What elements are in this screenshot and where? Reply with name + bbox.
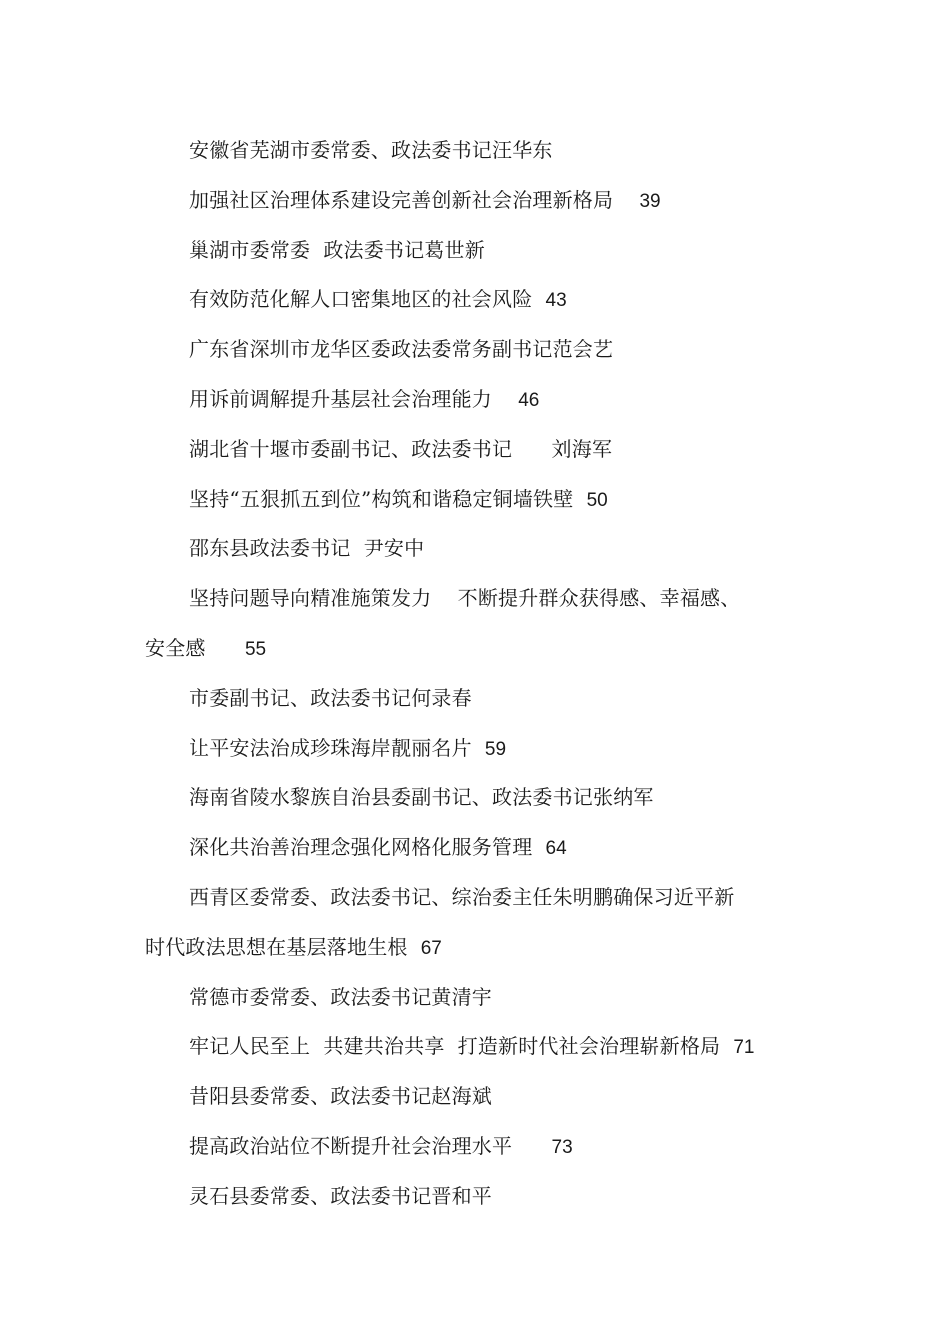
toc-line-text: 湖北省十堰市委副书记、政法委书记 刘海军 (189, 436, 613, 461)
toc-page-number: 67 (420, 937, 442, 959)
toc-line-text: 有效防范化解人口密集地区的社会风险 (189, 287, 546, 312)
toc-line (145, 724, 815, 774)
toc-line (145, 524, 815, 574)
toc-line-text: 坚持问题导向精准施策发力 不断提升群众获得感、幸福感、 (189, 586, 741, 611)
toc-line (145, 375, 815, 425)
toc-line (145, 823, 815, 873)
toc-line (145, 325, 815, 375)
toc-line (145, 773, 815, 823)
toc-line (145, 873, 815, 923)
toc-page-number: 55 (244, 638, 267, 660)
toc-line-text: 提高政治站位不断提升社会治理水平 (189, 1133, 552, 1158)
toc-line (145, 1122, 815, 1172)
toc-page-number: 71 (733, 1037, 755, 1059)
toc-line (145, 1172, 815, 1222)
toc-page-number: 59 (484, 738, 507, 760)
toc-line-text: 海南省陵水黎族自治县委副书记、政法委书记张纳军 (189, 785, 654, 810)
toc-line (145, 425, 815, 475)
toc-line (145, 126, 815, 176)
toc-line-text: 邵东县政法委书记 尹安中 (189, 536, 425, 561)
table-of-contents (145, 126, 815, 1222)
toc-line-text: 西青区委常委、政法委书记、综治委主任朱明鹏确保习近平新 (189, 884, 735, 909)
toc-line (145, 475, 815, 525)
toc-line-text: 让平安法治成珍珠海岸靓丽名片 (189, 735, 485, 760)
toc-line-text: 坚持“五狠抓五到位”构筑和谐稳定铜墙铁壁 (189, 486, 587, 511)
toc-line-continuation (145, 624, 815, 674)
toc-line (145, 1022, 815, 1072)
toc-line-text: 市委副书记、政法委书记何录春 (189, 685, 472, 710)
toc-page-number: 46 (518, 389, 540, 411)
toc-line (145, 226, 815, 276)
toc-line-continuation (145, 923, 815, 973)
toc-page-number: 64 (545, 838, 567, 860)
toc-line (145, 973, 815, 1023)
toc-line-text: 安全感 (145, 635, 245, 660)
toc-line-text: 灵石县委常委、政法委书记晋和平 (189, 1183, 492, 1208)
toc-line-text: 加强社区治理体系建设完善创新社会治理新格局 (189, 187, 640, 212)
toc-line (145, 275, 815, 325)
toc-line-text: 巢湖市委常委 政法委书记葛世新 (189, 237, 485, 262)
toc-line (145, 574, 815, 624)
toc-line (145, 674, 815, 724)
toc-line (145, 176, 815, 226)
toc-line-text: 时代政法思想在基层落地生根 (145, 934, 421, 959)
toc-line-text: 广东省深圳市龙华区委政法委常务副书记范会艺 (189, 337, 614, 362)
toc-page-number: 73 (551, 1136, 573, 1158)
toc-page-number: 39 (639, 190, 661, 212)
toc-line-text: 牢记人民至上 共建共治共享 打造新时代社会治理崭新格局 (189, 1034, 734, 1059)
toc-line-text: 昔阳县委常委、政法委书记赵海斌 (189, 1084, 492, 1109)
toc-line-text: 用诉前调解提升基层社会治理能力 (189, 386, 519, 411)
toc-page-number: 50 (586, 489, 608, 511)
toc-line-text: 深化共治善治理念强化网格化服务管理 (189, 835, 546, 860)
toc-page-number: 43 (545, 290, 567, 312)
toc-line-text: 常德市委常委、政法委书记黄清宇 (189, 984, 492, 1009)
toc-line (145, 1072, 815, 1122)
toc-line-text: 安徽省芜湖市委常委、政法委书记汪华东 (189, 138, 553, 162)
